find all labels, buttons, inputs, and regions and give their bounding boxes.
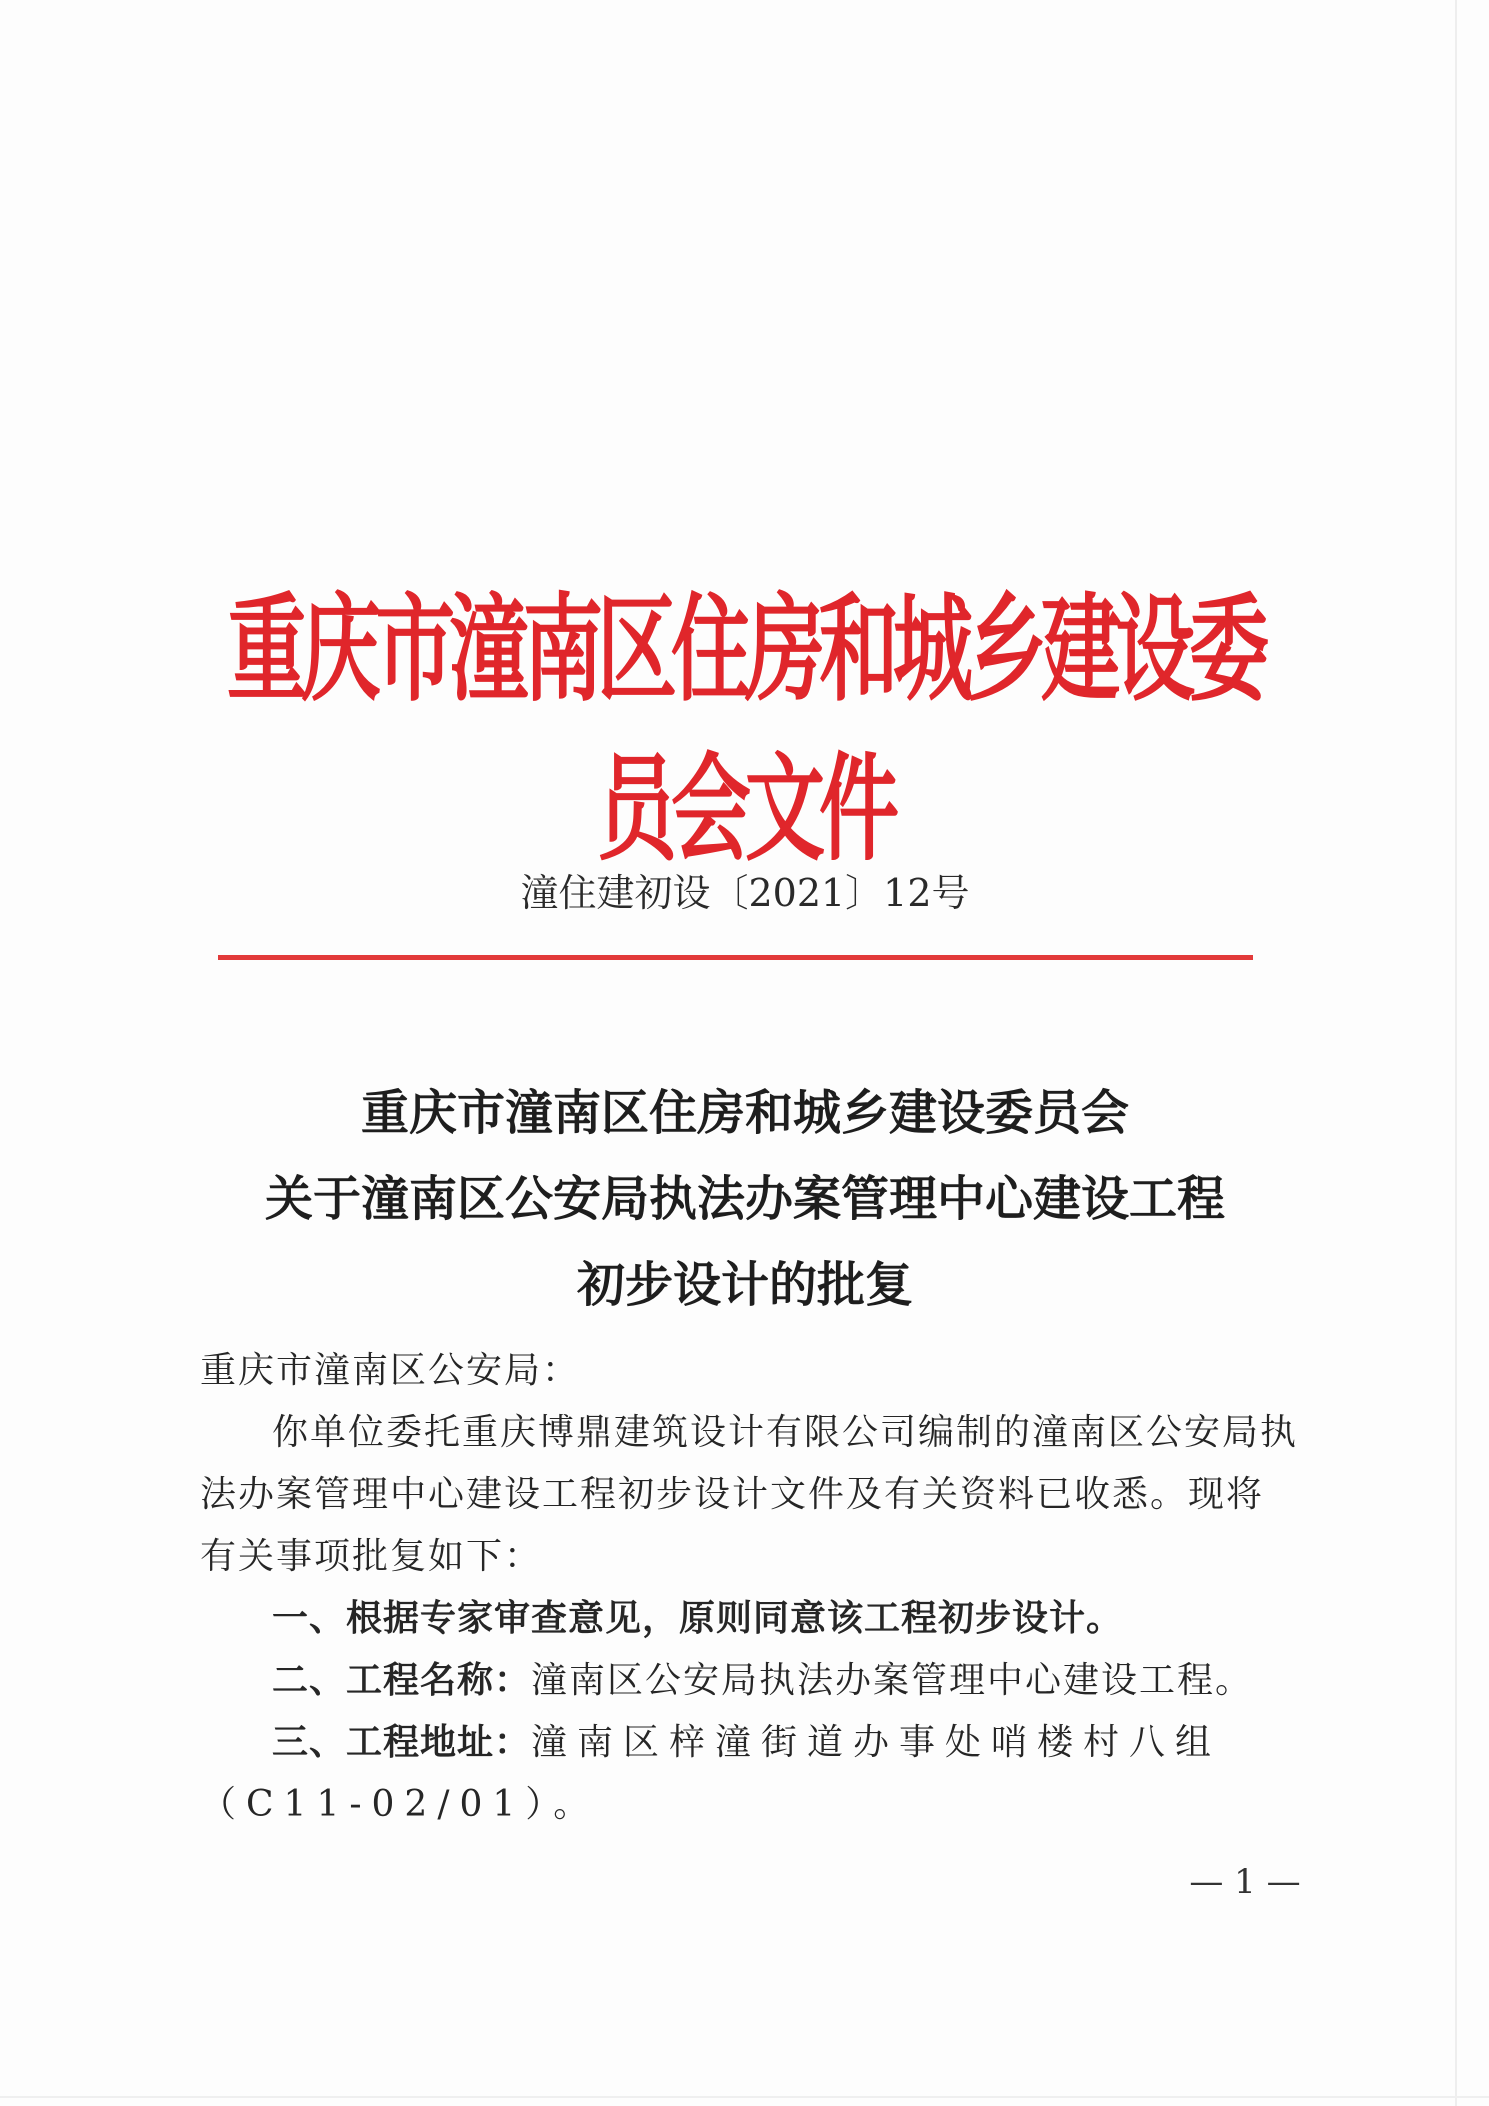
document-body (200, 1340, 1300, 1836)
red-divider-rule (218, 955, 1253, 960)
document-number: 潼住建初设〔2021〕12号 (520, 871, 970, 915)
salutation: 重庆市潼南区公安局： (200, 1350, 581, 1391)
title-line-1: 重庆市潼南区住房和城乡建设委员会 (360, 1085, 1129, 1141)
item-2-lead: 二、工程名称： (272, 1660, 532, 1701)
item-2-text: 潼南区公安局执法办案管理中心建设工程。 (531, 1660, 1254, 1701)
masthead-title: 重庆市潼南区住房和城乡建设委员会文件 (227, 582, 1263, 877)
item-2 (200, 1650, 1300, 1712)
title-line-2: 关于潼南区公安局执法办案管理中心建设工程 (264, 1171, 1225, 1227)
item-1-lead: 一、根据专家审查意见，原则同意该工程初步设计。 (272, 1598, 1124, 1639)
title-line-3: 初步设计的批复 (576, 1257, 913, 1313)
page-number: — 1 — (1189, 1862, 1301, 1902)
intro-paragraph: 你单位委托重庆博鼎建筑设计有限公司编制的潼南区公安局执法办案管理中心建设工程初步设计文件及有关资料已收悉。现将有关事项批复如下： (200, 1412, 1299, 1577)
item-1 (200, 1588, 1300, 1650)
document-title (150, 1070, 1340, 1328)
item-3-text: 潼南区梓潼街道办事处哨楼村八组（C11-02/01）。 (200, 1722, 1222, 1825)
scan-edge-right (1455, 0, 1457, 2106)
item-3 (200, 1712, 1300, 1836)
scan-edge-bottom (0, 2096, 1489, 2098)
item-3-lead: 三、工程地址： (272, 1722, 532, 1763)
